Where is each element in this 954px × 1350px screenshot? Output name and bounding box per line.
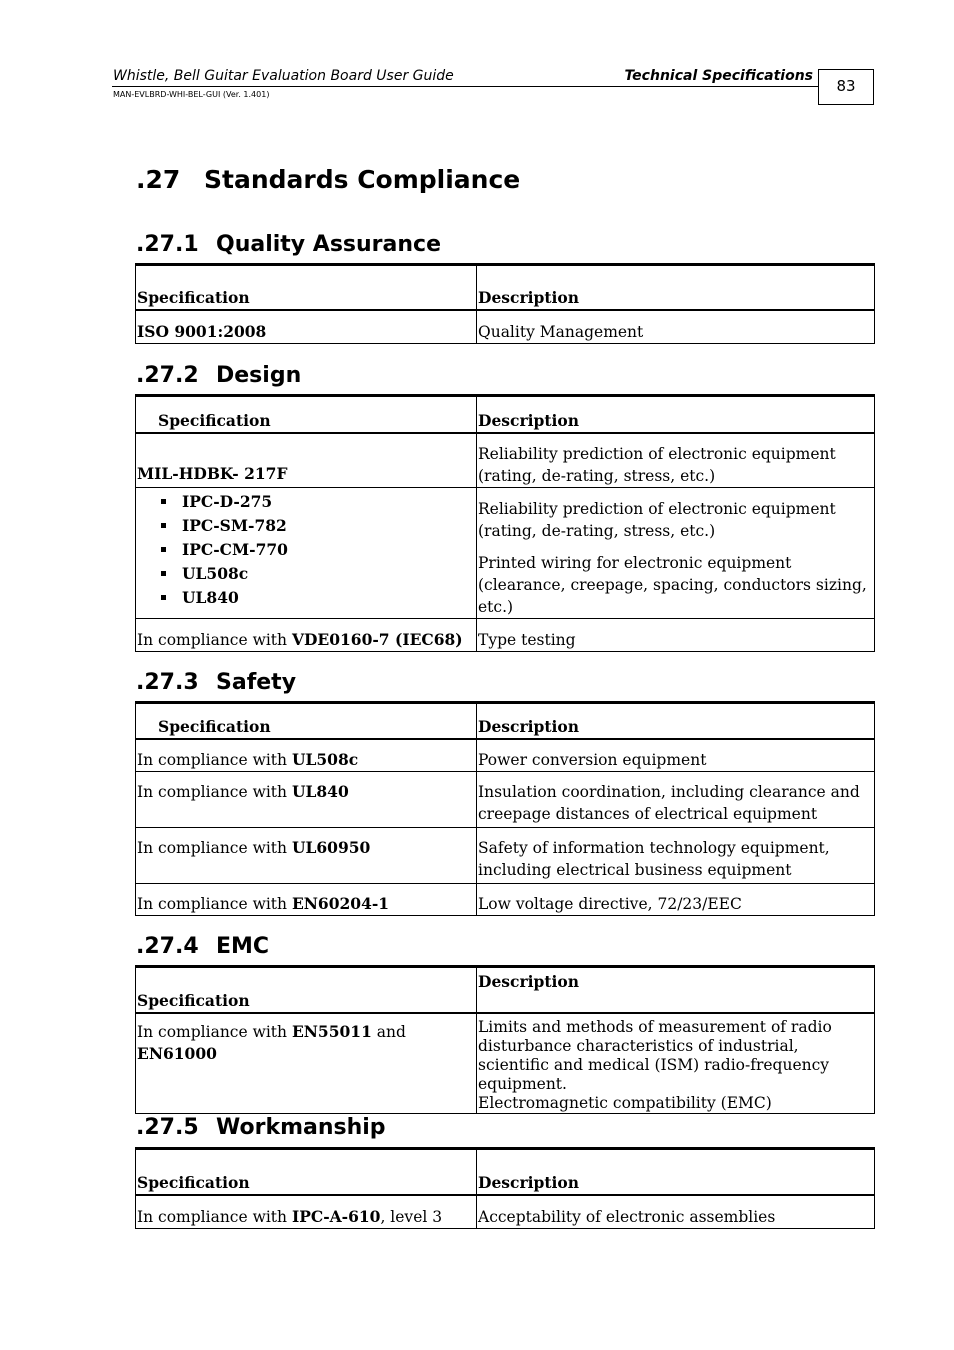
header-doc-number: MAN-EVLBRD-WHI-BEL-GUI (Ver. 1.401) [113,90,270,99]
emc-std-en61000: EN61000 [137,1043,217,1063]
table-row [136,1195,875,1229]
safety-std-ul508c: UL508c [291,750,359,769]
chapter-title: Standards Compliance [204,165,521,194]
workmanship-title: Workmanship [216,1115,386,1140]
table-row [136,884,875,916]
workmanship-number: .27.5 [136,1115,199,1140]
safety-col-desc: Description [477,703,875,739]
design-col-desc: Description [477,396,875,433]
emc-col-spec: Specification [136,967,477,1013]
list-item: IPC-D-275 [161,490,475,514]
design-col-spec: Specification [136,396,477,433]
workmanship-suffix: , level 3 [380,1208,443,1226]
safety-prefix: In compliance with [137,895,292,913]
safety-col-spec: Specification [136,703,477,739]
design-number: .27.2 [136,363,199,388]
design-desc-type: Type testing [477,619,875,652]
safety-std-ul840: UL840 [291,782,349,801]
safety-prefix: In compliance with [137,783,292,801]
table-row [136,772,875,828]
safety-prefix: In compliance with [137,751,292,769]
workmanship-col-desc: Description [477,1149,875,1195]
emc-desc-limits: Limits and methods of measurement of radio disturbance characteristics of industrial, scientific and medical (ISM) radio-frequency equipment. [478,1017,832,1093]
safety-heading [136,670,296,695]
list-item: IPC-SM-782 [161,514,475,538]
page-number: 83 [836,77,856,95]
workmanship-prefix: In compliance with [137,1208,292,1226]
quality-heading [136,232,441,257]
design-title: Design [216,363,302,388]
chapter-heading [136,165,520,194]
design-spec-mil: MIL-HDBK- 217F [137,464,288,483]
list-item: UL840 [161,586,475,610]
safety-table [135,701,875,916]
design-standards-list [137,490,475,610]
safety-prefix: In compliance with [137,839,292,857]
table-row [136,828,875,884]
emc-prefix: In compliance with [137,1022,292,1041]
safety-desc-power: Power conversion equipment [477,739,875,772]
list-item: UL508c [161,562,475,586]
page-number-box [818,69,874,105]
header-section-title: Technical Specifications [624,68,813,84]
design-desc-wiring: Printed wiring for electronic equipment (clearance, creepage, spacing, conductors sizing, etc.) [478,554,867,616]
quality-col-spec: Specification [136,265,477,310]
table-row [136,1013,875,1114]
emc-table [135,965,875,1114]
quality-table [135,263,875,344]
design-spec-prefix: In compliance with [137,631,292,649]
workmanship-table [135,1147,875,1229]
safety-desc-lowvoltage: Low voltage directive, 72/23/EEC [477,884,875,916]
chapter-number: .27 [136,165,181,194]
workmanship-std: IPC-A-610 [291,1207,381,1226]
emc-col-desc: Description [477,967,875,1013]
table-row [136,433,875,488]
emc-heading [136,934,269,959]
emc-number: .27.4 [136,934,199,959]
safety-std-ul60950: UL60950 [291,838,371,857]
quality-col-desc: Description [477,265,875,310]
table-row [136,619,875,652]
header-rule [112,86,818,87]
design-desc-reliability: Reliability prediction of electronic equipment (rating, de-rating, stress, etc.) [478,500,836,540]
safety-desc-it: Safety of information technology equipment, including electrical business equipment [477,828,875,884]
emc-desc-compat: Electromagnetic compatibility (EMC) [478,1093,772,1112]
quality-spec-iso: ISO 9001:2008 [137,322,267,341]
table-row [136,739,875,772]
design-table [135,394,875,652]
design-desc-mil: Reliability prediction of electronic equipment (rating, de-rating, stress, etc.) [477,433,875,488]
emc-std-en55011: EN55011 [291,1021,372,1041]
safety-title: Safety [216,670,297,695]
safety-desc-insulation: Insulation coordination, including clearance and creepage distances of electrical equipment [477,772,875,828]
design-heading [136,363,301,388]
workmanship-heading [136,1115,386,1140]
quality-number: .27.1 [136,232,199,257]
quality-desc-iso: Quality Management [477,310,875,344]
emc-and: and [371,1022,406,1041]
design-spec-vde: VDE0160-7 (IEC68) [291,630,463,649]
workmanship-desc: Acceptability of electronic assemblies [477,1195,875,1229]
list-item: IPC-CM-770 [161,538,475,562]
emc-title: EMC [216,934,270,959]
workmanship-col-spec: Specification [136,1149,477,1195]
header-doc-title: Whistle, Bell Guitar Evaluation Board User Guide [113,68,454,84]
safety-std-en60204: EN60204-1 [291,894,390,913]
quality-title: Quality Assurance [216,232,442,257]
table-row [136,488,875,619]
table-row [136,310,875,344]
safety-number: .27.3 [136,670,199,695]
